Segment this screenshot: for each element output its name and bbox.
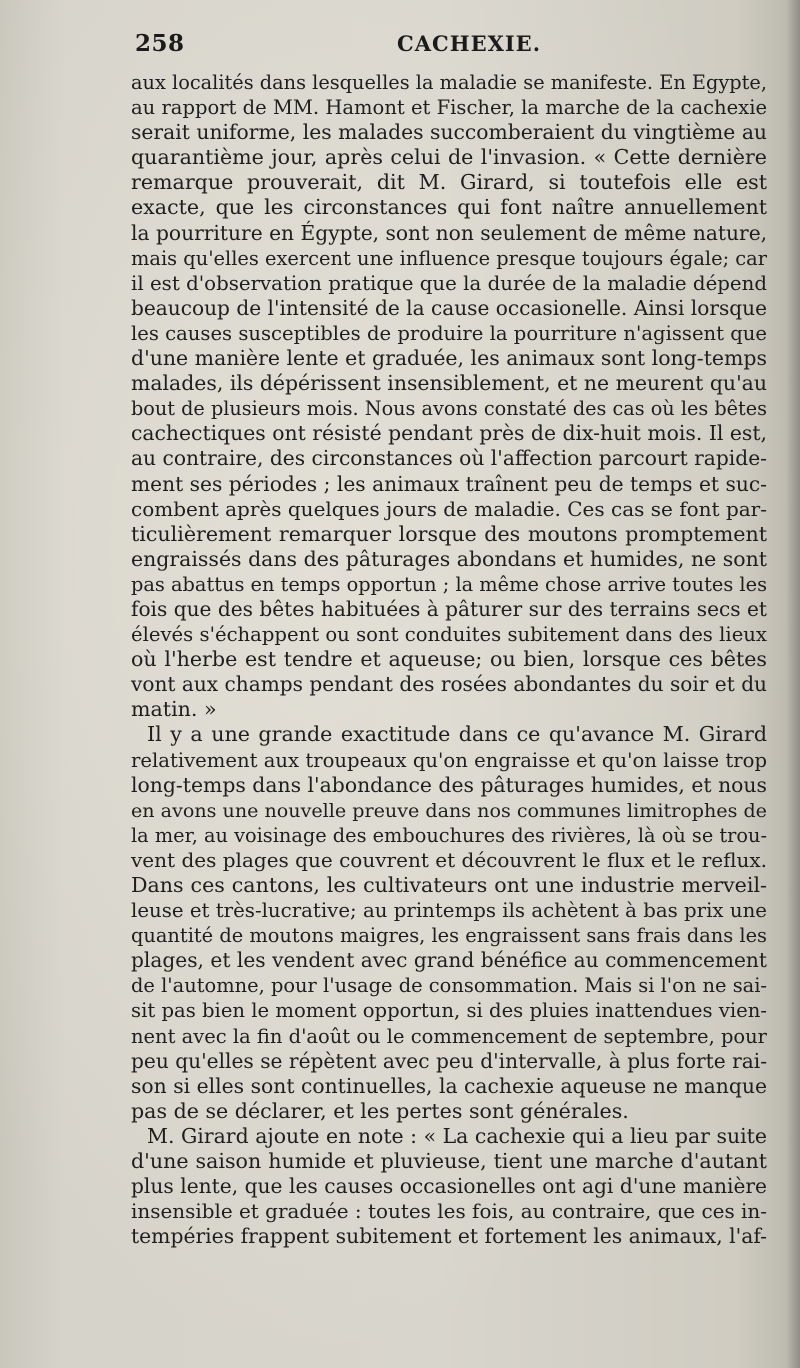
text-line: les causes susceptibles de produire la pourriture n'agissent que [131,321,767,345]
text-line: aux localités dans lesquelles la maladie se manifeste. En Egypte, [131,71,767,94]
text-line: la pourriture en Égypte, sont non seulement de même nature, [131,220,768,245]
text-line: d'une manière lente et graduée, les animaux sont long-temps [131,346,767,371]
text-line: d'une saison humide et pluvieuse, tient une marche d'autant [131,1149,767,1174]
text-line: ticulièrement remarquer lorsque des moutons promptement [131,521,767,546]
text-line: serait uniforme, les malades succomberaient du vingtième au [131,120,767,145]
body-text [131,70,767,1249]
text-line: au rapport de MM. Hamont et Fischer, la marche de la cachexie [131,96,767,120]
text-line: où l'herbe est tendre et aqueuse; ou bien, lorsque ces bêtes [131,647,767,672]
text-line: nent avec la fin d'août ou le commencement de septembre, pour [131,1024,767,1048]
text-line: pas abattus en temps opportun ; la même chose arrive toutes les [131,572,767,596]
text-line: vont aux champs pendant des rosées abondantes du soir et du [131,672,767,697]
text-line: engraissés dans des pâturages abondans et humides, ne sont [131,546,767,571]
page-number: 258 [135,30,185,57]
text-line: M. Girard ajoute en note : « La cachexie qui a lieu par suite [147,1123,767,1148]
text-line: sit pas bien le moment opportun, si des pluies inattendues vien- [131,999,767,1023]
text-line: de l'automne, pour l'usage de consommation. Mais si l'on ne sai- [131,974,767,998]
text-line: beaucoup de l'intensité de la cause occasionelle. Ainsi lorsque [131,295,767,320]
text-line: en avons une nouvelle preuve dans nos communes limitrophes de [131,798,767,822]
text-line: fois que des bêtes habituées à pâturer sur des terrains secs et [131,596,767,621]
text-line: il est d'observation pratique que la durée de la maladie dépend [131,271,767,295]
text-line: bout de plusieurs mois. Nous avons constaté des cas où les bêtes [131,397,767,421]
text-line: peu qu'elles se répètent avec peu d'intervalle, à plus forte rai- [131,1048,767,1073]
text-line: quantité de moutons maigres, les engraissent sans frais dans les [131,924,767,948]
text-line: plages, et les vendent avec grand bénéfice au commencement [131,948,767,973]
text-line: exacte, que les circonstances qui font naître annuellement [131,195,767,220]
text-line: tempéries frappent subitement et fortement les animaux, l'af- [131,1224,767,1249]
text-line: insensible et graduée : toutes les fois, au contraire, que ces in- [131,1199,767,1224]
running-head: CACHEXIE. [397,31,542,56]
text-line: mais qu'elles exercent une influence presque toujours égale; car [131,246,767,270]
text-line: cachectiques ont résisté pendant près de dix-huit mois. Il est, [131,421,767,446]
text-line: élevés s'échappent ou sont conduites subitement dans des lieux [131,623,767,647]
text-line: son si elles sont continuelles, la cachexie aqueuse ne manque [131,1073,767,1098]
text-line: la mer, au voisinage des embouchures des rivières, là où se trou- [131,823,767,847]
page-header [135,30,775,64]
text-line: Dans ces cantons, les cultivateurs ont une industrie merveil- [131,873,767,897]
text-line: leuse et très-lucrative; au printemps ils achètent à bas prix une [131,899,767,923]
text-line: relativement aux troupeaux qu'on engraisse et qu'on laisse trop [131,748,767,772]
text-line: quarantième jour, après celui de l'invasion. « Cette dernière [131,145,767,170]
text-line: matin. » [131,697,217,722]
text-line: au contraire, des circonstances où l'affection parcourt rapide- [131,446,768,471]
text-line: long-temps dans l'abondance des pâturages humides, et nous [131,772,767,797]
text-line: malades, ils dépérissent insensiblement, et ne meurent qu'au [131,371,767,396]
text-line: pas de se déclarer, et les pertes sont générales. [131,1098,629,1123]
page-edge-shadow [786,0,800,1368]
text-line: remarque prouverait, dit M. Girard, si toutefois elle est [131,170,767,195]
text-line: Il y a une grande exactitude dans ce qu'avance M. Girard [147,722,767,747]
text-line: ment ses périodes ; les animaux traînent peu de temps et suc- [131,471,767,496]
text-line: combent après quelques jours de maladie. Ces cas se font par- [131,496,767,521]
text-line: vent des plages que couvrent et découvrent le flux et le reflux. [131,847,768,872]
text-line: plus lente, que les causes occasionelles ont agi d'une manière [131,1174,767,1199]
